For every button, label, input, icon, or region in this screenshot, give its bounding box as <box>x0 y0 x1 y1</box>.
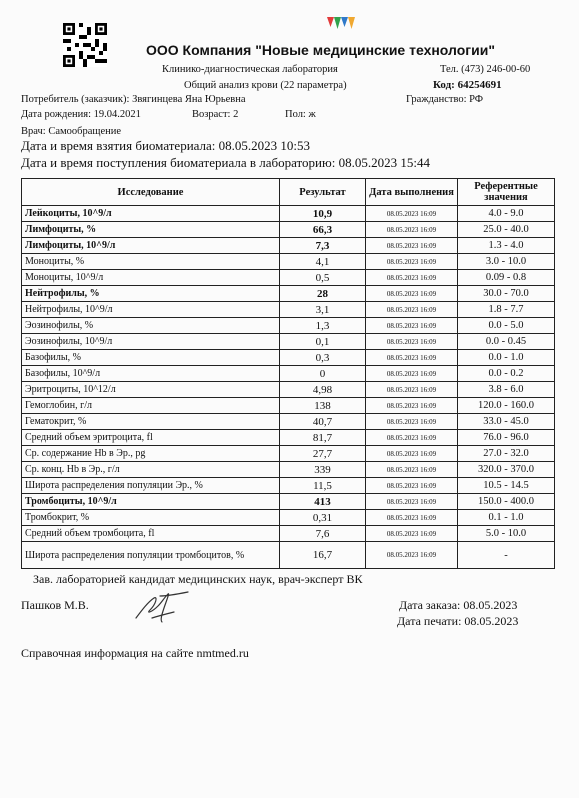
cell-date: 08.05.2023 16:09 <box>366 510 458 526</box>
cell-result: 0,5 <box>280 270 366 286</box>
cell-date: 08.05.2023 16:09 <box>366 206 458 222</box>
table-row <box>22 382 555 398</box>
cell-date: 08.05.2023 16:09 <box>366 526 458 542</box>
cell-result: 339 <box>280 462 366 478</box>
referring-doctor: Врач: Самообращение <box>21 126 122 137</box>
column-header-reference: Референтные значения <box>458 179 555 206</box>
cell-date: 08.05.2023 16:09 <box>366 238 458 254</box>
cell-reference: 10.5 - 14.5 <box>458 478 555 494</box>
cell-test-name: Средний объем тромбоцита, fl <box>22 526 280 542</box>
birth-date: Дата рождения: 19.04.2021 <box>21 109 141 120</box>
company-logo-icon <box>327 16 357 30</box>
cell-result: 27,7 <box>280 446 366 462</box>
cell-date: 08.05.2023 16:09 <box>366 334 458 350</box>
table-row <box>22 462 555 478</box>
cell-result: 10,9 <box>280 206 366 222</box>
cell-reference: 4.0 - 9.0 <box>458 206 555 222</box>
cell-date: 08.05.2023 16:09 <box>366 542 458 569</box>
cell-reference: 1.8 - 7.7 <box>458 302 555 318</box>
cell-result: 138 <box>280 398 366 414</box>
cell-reference: 33.0 - 45.0 <box>458 414 555 430</box>
order-code: Код: 64254691 <box>433 79 502 91</box>
cell-date: 08.05.2023 16:09 <box>366 494 458 510</box>
table-row <box>22 254 555 270</box>
cell-reference: 320.0 - 370.0 <box>458 462 555 478</box>
phone-number: Тел. (473) 246-00-60 <box>440 64 531 75</box>
table-row <box>22 286 555 302</box>
results-table <box>21 178 555 569</box>
cell-result: 7,6 <box>280 526 366 542</box>
cell-reference: 0.0 - 0.45 <box>458 334 555 350</box>
cell-date: 08.05.2023 16:09 <box>366 318 458 334</box>
column-header-result: Результат <box>280 179 366 206</box>
cell-reference: 0.0 - 0.2 <box>458 366 555 382</box>
signer-name: Пашков М.В. <box>21 598 89 612</box>
citizenship: Гражданство: РФ <box>406 94 484 105</box>
cell-test-name: Базофилы, 10^9/л <box>22 366 280 382</box>
table-row <box>22 542 555 569</box>
cell-date: 08.05.2023 16:09 <box>366 302 458 318</box>
cell-result: 3,1 <box>280 302 366 318</box>
cell-reference: 5.0 - 10.0 <box>458 526 555 542</box>
cell-test-name: Эритроциты, 10^12/л <box>22 382 280 398</box>
cell-test-name: Нейтрофилы, % <box>22 286 280 302</box>
table-row <box>22 302 555 318</box>
cell-reference: 76.0 - 96.0 <box>458 430 555 446</box>
lab-name: Клинико-диагностическая лаборатория <box>162 64 338 75</box>
table-row <box>22 238 555 254</box>
table-row <box>22 526 555 542</box>
sampling-datetime: Дата и время взятия биоматериала: 08.05.2023 10:53 <box>21 138 311 153</box>
table-row <box>22 478 555 494</box>
cell-date: 08.05.2023 16:09 <box>366 350 458 366</box>
cell-result: 4,1 <box>280 254 366 270</box>
analysis-name: Общий анализ крови (22 параметра) <box>184 80 347 91</box>
cell-result: 413 <box>280 494 366 510</box>
cell-reference: - <box>458 542 555 569</box>
cell-reference: 0.1 - 1.0 <box>458 510 555 526</box>
cell-result: 0,1 <box>280 334 366 350</box>
cell-test-name: Ср. содержание Hb в Эр., pg <box>22 446 280 462</box>
cell-date: 08.05.2023 16:09 <box>366 270 458 286</box>
cell-test-name: Широта распределения популяции тромбоцитов, % <box>22 542 280 569</box>
cell-result: 66,3 <box>280 222 366 238</box>
cell-date: 08.05.2023 16:09 <box>366 462 458 478</box>
table-row <box>22 494 555 510</box>
arrival-datetime: Дата и время поступления биоматериала в лабораторию: 08.05.2023 15:44 <box>21 155 430 170</box>
cell-reference: 0.0 - 1.0 <box>458 350 555 366</box>
cell-test-name: Моноциты, 10^9/л <box>22 270 280 286</box>
cell-reference: 0.09 - 0.8 <box>458 270 555 286</box>
cell-reference: 1.3 - 4.0 <box>458 238 555 254</box>
cell-result: 0,31 <box>280 510 366 526</box>
cell-result: 11,5 <box>280 478 366 494</box>
table-row <box>22 318 555 334</box>
cell-result: 40,7 <box>280 414 366 430</box>
cell-reference: 150.0 - 400.0 <box>458 494 555 510</box>
lab-head-title: Зав. лабораторией кандидат медицинских наук, врач-эксперт ВК <box>33 572 363 586</box>
table-row <box>22 222 555 238</box>
cell-date: 08.05.2023 16:09 <box>366 398 458 414</box>
table-row <box>22 510 555 526</box>
cell-result: 16,7 <box>280 542 366 569</box>
info-link[interactable]: Справочная информация на сайте nmtmed.ru <box>21 646 249 660</box>
cell-result: 7,3 <box>280 238 366 254</box>
customer-name: Потребитель (заказчик): Звягинцева Яна Юрьевна <box>21 94 246 105</box>
cell-reference: 120.0 - 160.0 <box>458 398 555 414</box>
cell-test-name: Эозинофилы, 10^9/л <box>22 334 280 350</box>
cell-date: 08.05.2023 16:09 <box>366 286 458 302</box>
table-row <box>22 206 555 222</box>
cell-test-name: Средний объем эритроцита, fl <box>22 430 280 446</box>
cell-test-name: Ср. конц. Hb в Эр., г/л <box>22 462 280 478</box>
cell-date: 08.05.2023 16:09 <box>366 366 458 382</box>
column-header-test: Исследование <box>22 179 280 206</box>
cell-test-name: Эозинофилы, % <box>22 318 280 334</box>
qr-code-icon <box>63 23 107 67</box>
cell-test-name: Гемоглобин, г/л <box>22 398 280 414</box>
table-row <box>22 366 555 382</box>
print-date: Дата печати: 08.05.2023 <box>397 614 519 628</box>
cell-test-name: Тромбокрит, % <box>22 510 280 526</box>
signature-icon <box>132 588 192 626</box>
table-row <box>22 414 555 430</box>
cell-date: 08.05.2023 16:09 <box>366 430 458 446</box>
cell-test-name: Тромбоциты, 10^9/л <box>22 494 280 510</box>
company-name: ООО Компания "Новые медицинские технологии" <box>146 42 495 58</box>
cell-date: 08.05.2023 16:09 <box>366 382 458 398</box>
table-row <box>22 334 555 350</box>
cell-result: 28 <box>280 286 366 302</box>
cell-result: 0,3 <box>280 350 366 366</box>
cell-date: 08.05.2023 16:09 <box>366 414 458 430</box>
cell-date: 08.05.2023 16:09 <box>366 254 458 270</box>
cell-test-name: Лимфоциты, % <box>22 222 280 238</box>
table-row <box>22 350 555 366</box>
cell-reference: 3.8 - 6.0 <box>458 382 555 398</box>
cell-reference: 30.0 - 70.0 <box>458 286 555 302</box>
cell-date: 08.05.2023 16:09 <box>366 446 458 462</box>
table-header-row <box>22 179 555 206</box>
cell-test-name: Гематокрит, % <box>22 414 280 430</box>
table-row <box>22 430 555 446</box>
cell-result: 4,98 <box>280 382 366 398</box>
cell-date: 08.05.2023 16:09 <box>366 222 458 238</box>
cell-result: 81,7 <box>280 430 366 446</box>
cell-result: 0 <box>280 366 366 382</box>
cell-test-name: Нейтрофилы, 10^9/л <box>22 302 280 318</box>
cell-test-name: Широта распределения популяции Эр., % <box>22 478 280 494</box>
cell-test-name: Базофилы, % <box>22 350 280 366</box>
cell-result: 1,3 <box>280 318 366 334</box>
cell-reference: 27.0 - 32.0 <box>458 446 555 462</box>
cell-date: 08.05.2023 16:09 <box>366 478 458 494</box>
patient-age: Возраст: 2 <box>192 109 239 120</box>
cell-reference: 25.0 - 40.0 <box>458 222 555 238</box>
cell-test-name: Лейкоциты, 10^9/л <box>22 206 280 222</box>
order-date: Дата заказа: 08.05.2023 <box>399 598 518 612</box>
table-row <box>22 446 555 462</box>
table-row <box>22 270 555 286</box>
table-row <box>22 398 555 414</box>
cell-reference: 3.0 - 10.0 <box>458 254 555 270</box>
cell-test-name: Лимфоциты, 10^9/л <box>22 238 280 254</box>
cell-reference: 0.0 - 5.0 <box>458 318 555 334</box>
cell-test-name: Моноциты, % <box>22 254 280 270</box>
patient-sex: Пол: ж <box>285 109 316 120</box>
column-header-date: Дата выполнения <box>366 179 458 206</box>
